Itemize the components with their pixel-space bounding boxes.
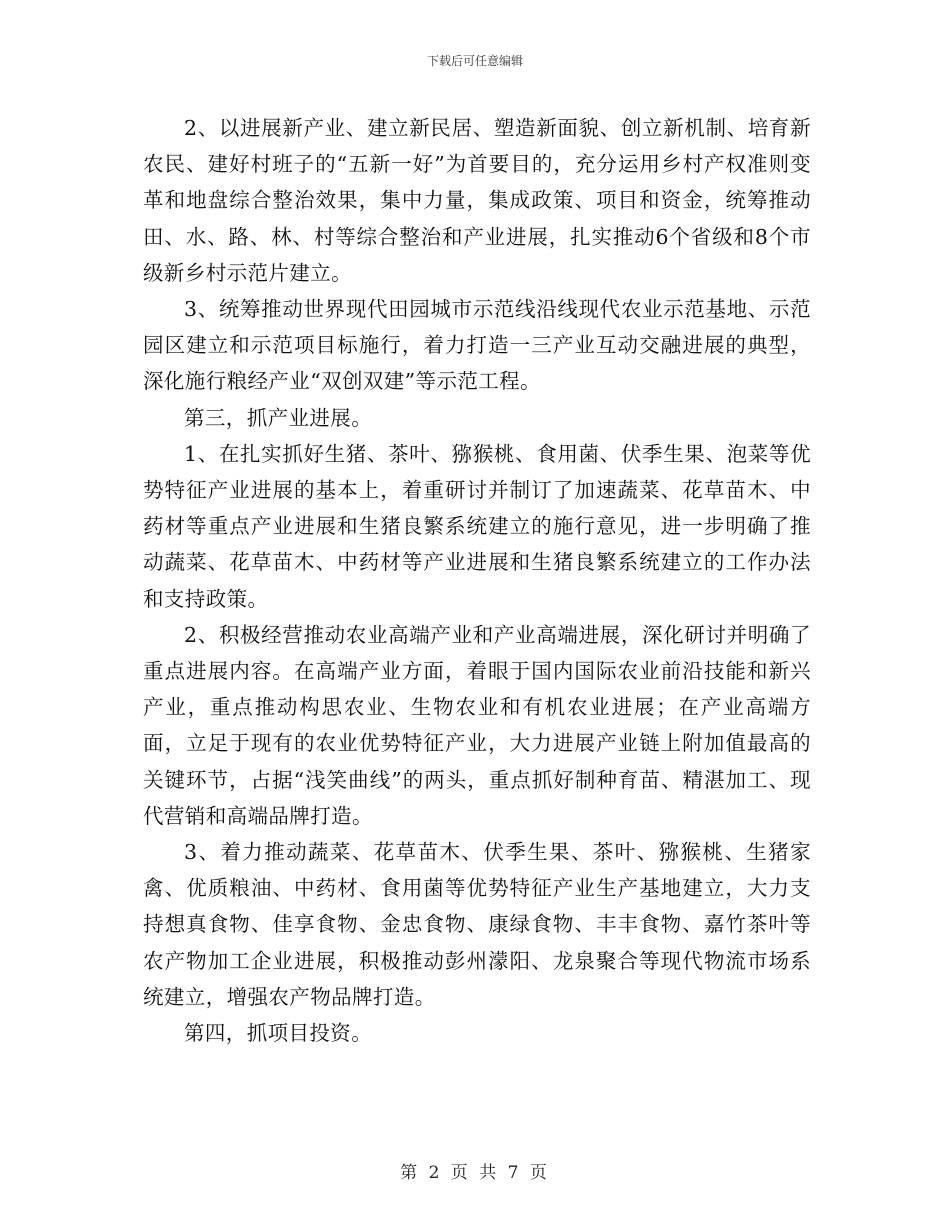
paragraph: 1、在扎实抓好生猪、茶叶、猕猴桃、食用菌、伏季生果、泡菜等优势特征产业进展的基本上，着重研讨并制订了加速蔬菜、花草苗木、中药材等重点产业进展和生猪良繁系统建立的施行意见，进一步明确了推动蔬菜、花草苗木、中药材等产业进展和生猪良繁系统建立的工作办法和支持政策。 <box>143 441 811 611</box>
paragraph: 2、积极经营推动农业高端产业和产业高端进展，深化研讨并明确了重点进展内容。在高端产业方面，着眼于国内国际农业前沿技能和新兴产业，重点推动构思农业、生物农业和有机农业进展；在产业高端方面，立足于现有的农业优势特征产业，大力进展产业链上附加值最高的关键环节，占据“浅笑曲线”的两头，重点抓好制种育苗、精湛加工、现代营销和高端品牌打造。 <box>143 622 811 828</box>
section-heading: 第三，抓产业进展。 <box>184 405 373 430</box>
paragraph: 3、着力推动蔬菜、花草苗木、伏季生果、茶叶、猕猴桃、生猪家禽、优质粮油、中药材、食用菌等优势特征产业生产基地建立，大力支持想真食物、佳享食物、金忠食物、康绿食物、丰丰食物、嘉竹茶叶等农产物加工企业进展，积极推动彭州濛阳、龙泉聚合等现代物流市场系统建立，增强农产物品牌打造。 <box>143 840 811 1009</box>
page-header: 下载后可任意编辑 <box>426 54 523 68</box>
page-number-footer: 第 2 页 共 7 页 <box>400 1163 550 1183</box>
document-body <box>143 110 811 1051</box>
section-heading: 第四，抓项目投资。 <box>184 1021 373 1046</box>
paragraph: 2、以进展新产业、建立新民居、塑造新面貌、创立新机制、培育新农民、建好村班子的“五新一好”为首要目的，充分运用乡村产权准则变革和地盘综合整治效果，集中力量，集成政策、项目和资金，统筹推动田、水、路、林、村等综合整治和产业进展，扎实推动6个省级和8个市级新乡村示范片建立。 <box>143 116 811 285</box>
paragraph: 3、统筹推动世界现代田园城市示范线沿线现代农业示范基地、示范园区建立和示范项目标施行，着力打造一三产业互动交融进展的典型，深化施行粮经产业“双创双建”等示范工程。 <box>143 297 811 394</box>
